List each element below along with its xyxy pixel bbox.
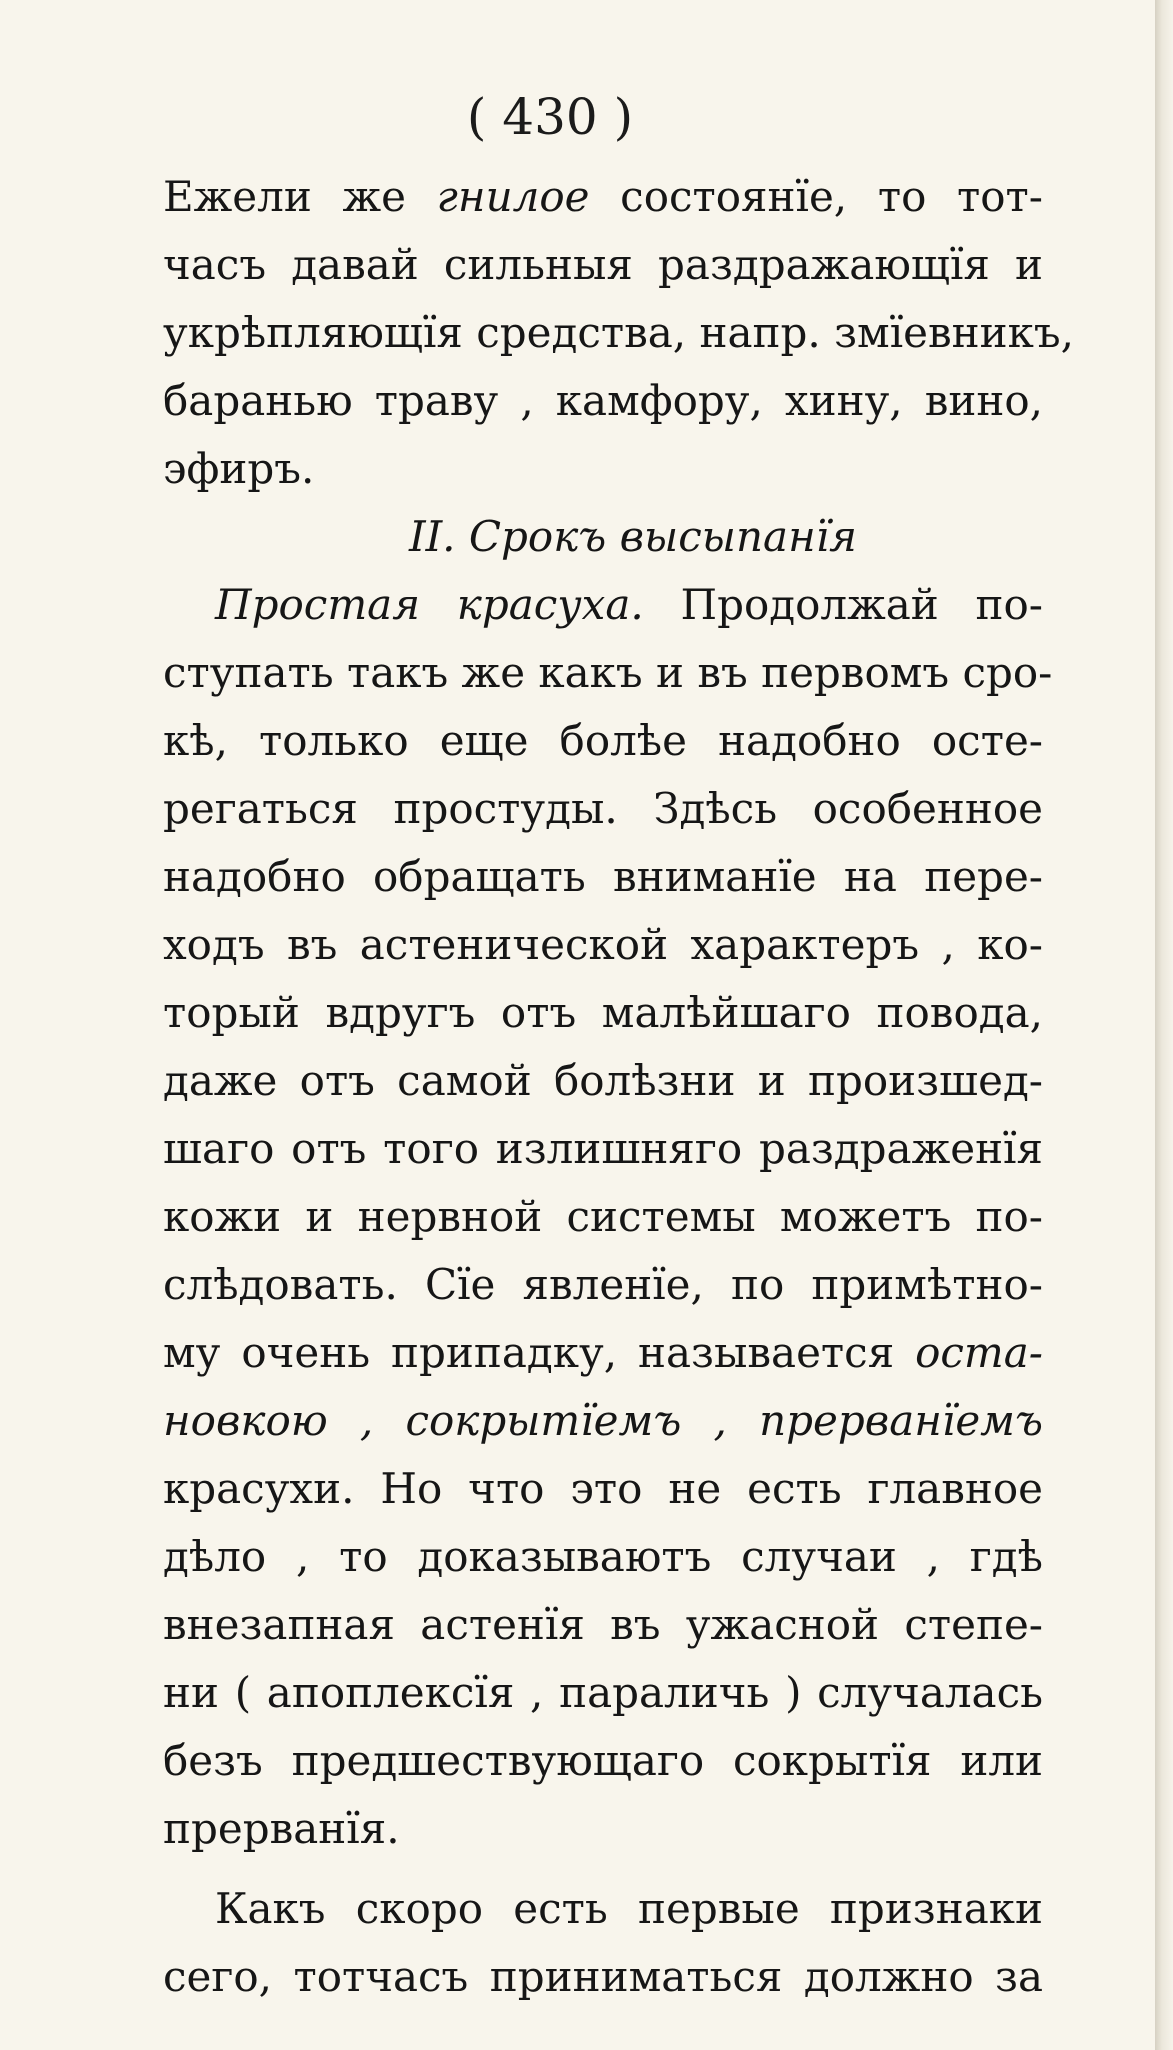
text-line: безъ предшествующаго сокрытїя или [163,1736,1043,1785]
italic-term: сокрытїемъ , [373,1396,727,1445]
text-line: кѣ, только еще болѣе надобно осте- [163,716,1043,765]
paragraph-gnilost [163,163,1074,503]
text-line: ходъ въ астенической характеръ , ко- [163,920,1043,969]
text-line [163,571,1043,639]
text-fragment: состоянїе, то тот- [589,172,1043,221]
text-line: даже отъ самой болѣзни и произшед- [163,1056,1043,1105]
text-line: ступать такъ же какъ и въ первомъ сро- [163,648,1053,697]
text-line: часъ давай сильныя раздражающїя и [163,240,1043,289]
text-line: сего, тотчасъ приниматься должно за [163,1952,1043,2001]
paragraph-kak-skoro [163,1875,1043,2011]
text-line: слѣдовать. Сїе явленїе, по примѣтно- [163,1260,1043,1309]
paragraph-gap [163,1863,1043,1875]
text-fragment: му очень припадку, называется [163,1328,916,1377]
italic-term: новкою , [163,1396,374,1445]
paragraph-prostaya-krasukha [163,571,1053,1863]
italic-term: гнилое [436,172,590,221]
section-heading: II. Срокъ высыпанїя [409,512,857,561]
text-line: кожи и нервной системы можетъ по- [163,1192,1043,1241]
text-line [163,163,1043,231]
text-line: внезапная астенїя въ ужасной степе- [163,1600,1043,1649]
text-line: баранью траву , камфору, хину, вино, [163,376,1043,425]
text-fragment: Продолжай по- [643,580,1043,629]
text-line: ни ( апоплексїя , параличь ) случалась [163,1668,1043,1717]
text-line: эфиръ. [163,444,315,493]
text-line: шаго отъ того излишняго раздраженїя [163,1124,1043,1173]
text-line [163,1319,1043,1387]
text-line: укрѣпляющїя средства, напр. змїевникъ, [163,308,1074,357]
text-line: красухи. Но что это не есть главное [163,1464,1043,1513]
page-text [163,163,1074,2011]
text-line: торый вдругъ отъ малѣйшаго повода, [163,988,1043,1037]
italic-term: прерванїемъ [726,1396,1043,1445]
text-line: надобно обращать вниманїе на пере- [163,852,1043,901]
text-line: дѣло , то доказываютъ случаи , гдѣ [163,1532,1043,1581]
italic-term: оста- [915,1328,1043,1377]
text-line [163,1387,1043,1455]
text-fragment: Ежели же [163,172,437,221]
italic-term: Простая красуха. [215,580,644,629]
text-line: прерванїя. [163,1804,400,1853]
page-edge-shadow [1155,0,1173,2050]
text-line: регаться простуды. Здѣсь особенное [163,784,1043,833]
page-number: ( 430 ) [466,88,634,146]
text-line: Какъ скоро есть первые признаки [215,1884,1043,1933]
